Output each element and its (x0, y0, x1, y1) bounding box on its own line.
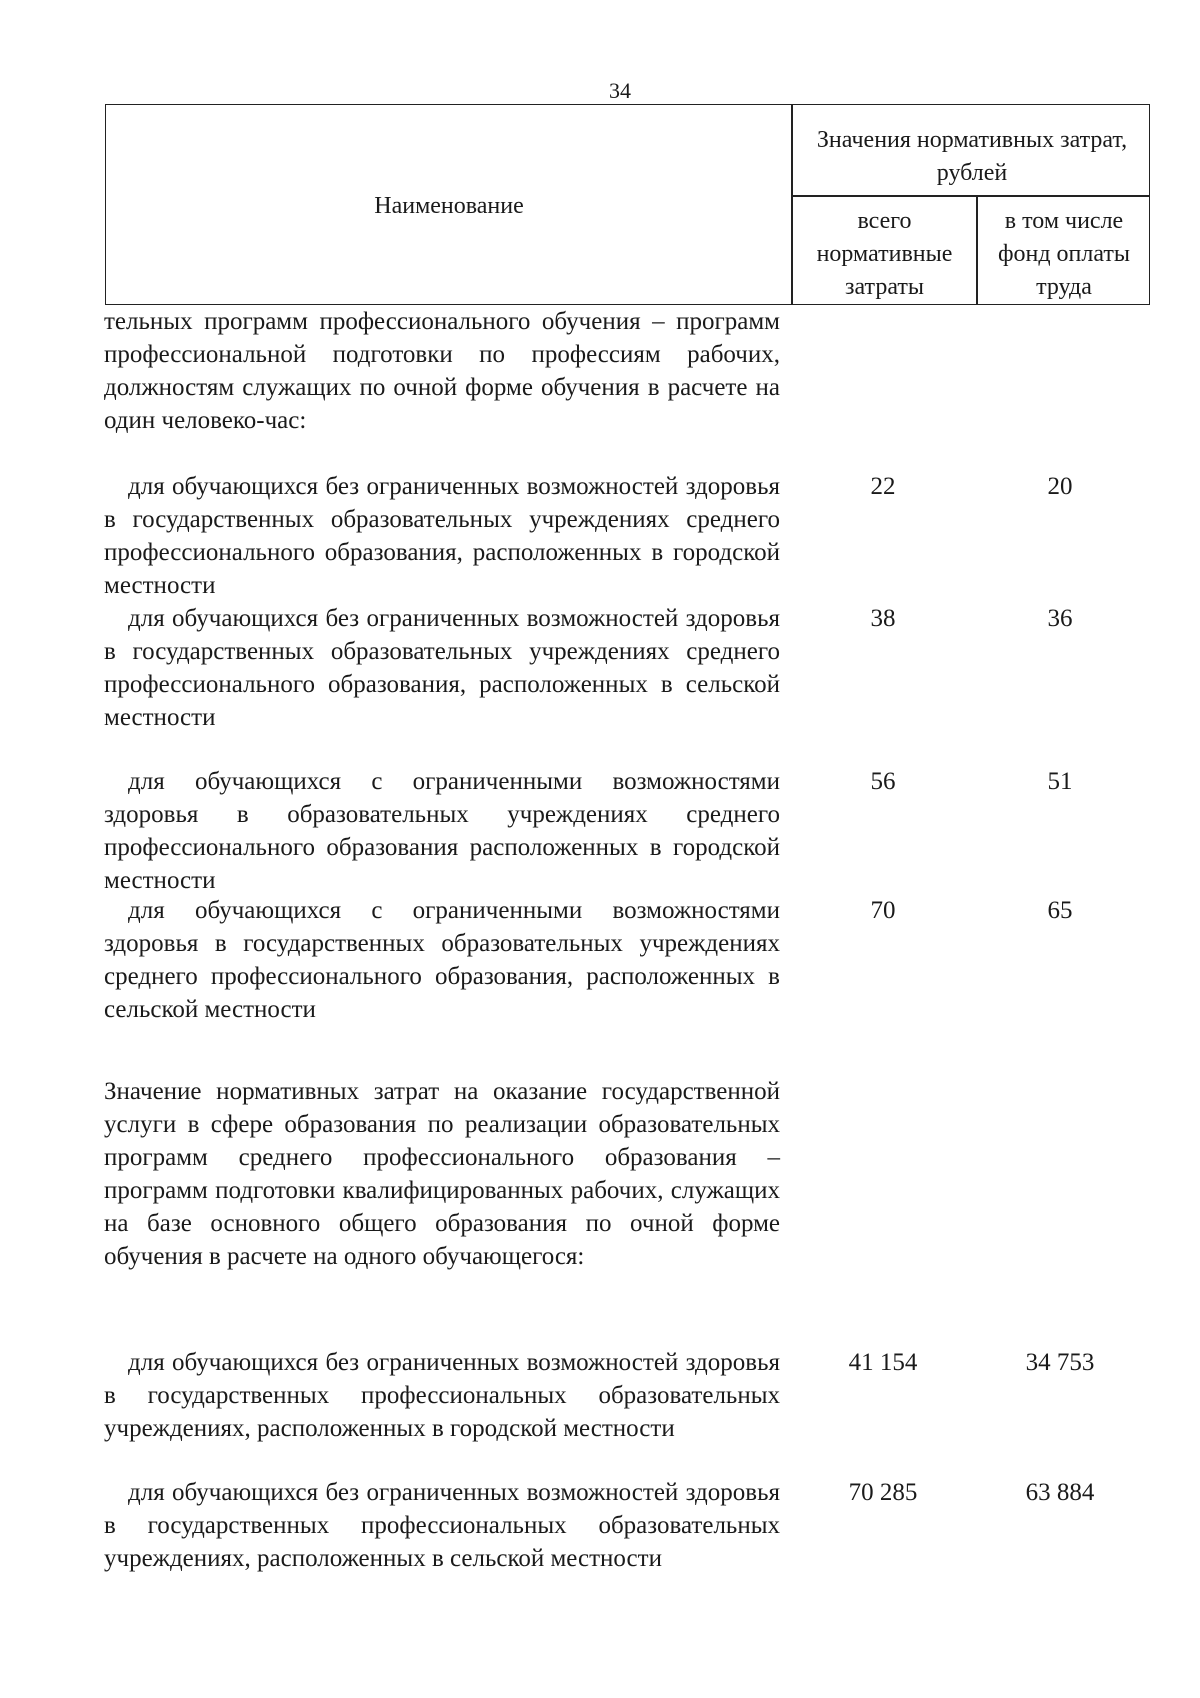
header-divider-group (791, 195, 1150, 197)
table-row-label: для обучающихся без ограниченных возможностей здоровья в государственных профессиональных образовательных учреждениях, расположенных в сельской местности (104, 1479, 780, 1572)
table-row-total: 38 (870, 605, 896, 632)
table-row-total: 56 (870, 768, 896, 795)
table-row-payroll: 51 (1047, 768, 1073, 795)
table-row-total: 70 (870, 897, 896, 924)
table-row-label: для обучающихся с ограниченными возможностями здоровья в образовательных учреждениях среднего профессионального образования расположенных в городской местности (104, 768, 780, 894)
table-row-total: 22 (870, 473, 896, 500)
table-row-label: для обучающихся без ограниченных возможностей здоровья в государственных профессиональных образовательных учреждениях, расположенных в городской местности (104, 1349, 780, 1442)
header-payroll-column: в том числе фонд оплаты труда (997, 208, 1131, 300)
table-row-total: 70 285 (848, 1479, 918, 1506)
table-row-payroll: 34 753 (1025, 1349, 1095, 1376)
table-row-payroll: 36 (1047, 605, 1073, 632)
header-total-column: всего нормативные затраты (816, 208, 953, 300)
table-row-payroll: 20 (1047, 473, 1073, 500)
intro-paragraph-1: тельных программ профессионального обучения – программ профессиональной подготовки по профессиям рабочих, должностям служащих по очной форме обучения в расчете на один человеко-час: (104, 308, 780, 434)
table-row-label: для обучающихся с ограниченными возможностями здоровья в государственных образовательных учреждениях среднего профессионального образования, расположенных в сельской местности (104, 897, 780, 1023)
table-row-payroll: 63 884 (1025, 1479, 1095, 1506)
intro-paragraph-2: Значение нормативных затрат на оказание государственной услуги в сфере образования по реализации образовательных программ среднего профессионального образования – программ подготовки квалифицированных рабочих, служащих на базе основного общего образования по очной форме обучения в расчете на одного обучающегося: (104, 1078, 780, 1270)
header-values-group: Значения нормативных затрат, рублей (816, 127, 1128, 186)
table-row-label: для обучающихся без ограниченных возможностей здоровья в государственных образовательных учреждениях среднего профессионального образования, расположенных в сельской местности (104, 605, 780, 731)
header-name-column: Наименование (374, 193, 524, 219)
table-row-label: для обучающихся без ограниченных возможностей здоровья в государственных образовательных учреждениях среднего профессионального образования, расположенных в городской местности (104, 473, 780, 599)
table-row-total: 41 154 (848, 1349, 918, 1376)
page-number: 34 (609, 78, 631, 103)
table-row-payroll: 65 (1047, 897, 1073, 924)
